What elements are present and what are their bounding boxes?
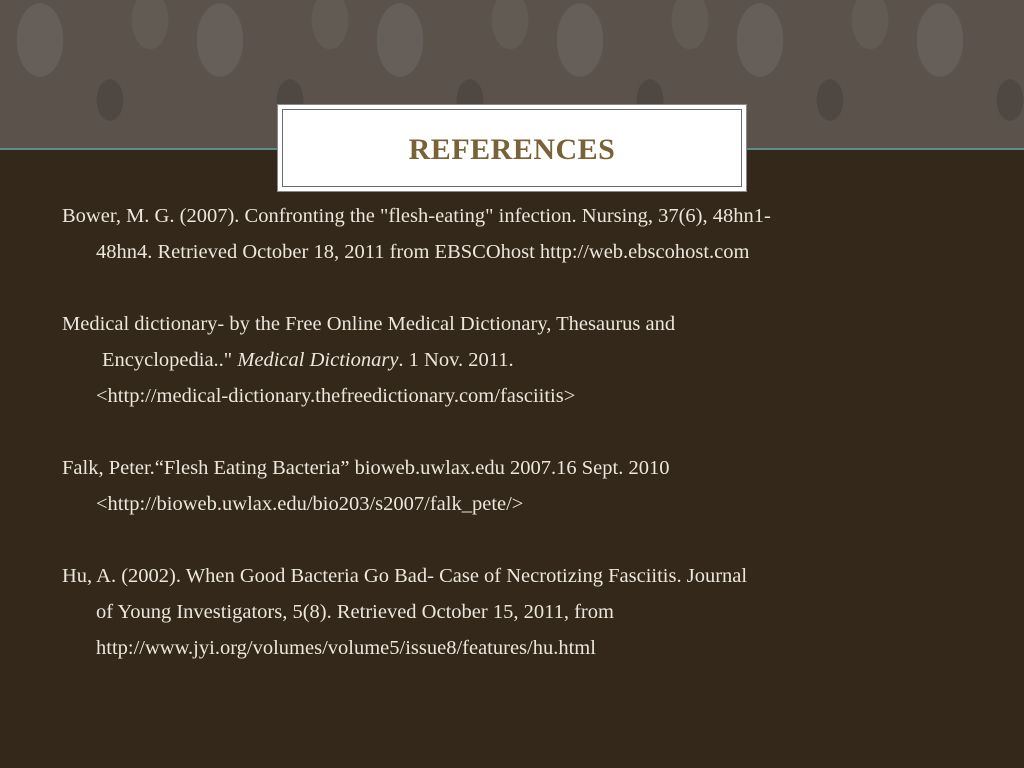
reference-url: <http://bioweb.uwlax.edu/bio203/s2007/falk_pete/> <box>96 493 524 515</box>
reference-item-medical-dictionary <box>62 306 972 414</box>
reference-line <box>62 342 972 378</box>
reference-line: Falk, Peter.“Flesh Eating Bacteria” bioweb.uwlax.edu 2007.16 Sept. 2010 <box>62 457 670 479</box>
reference-item-hu <box>62 558 972 666</box>
reference-url: <http://medical-dictionary.thefreedictionary.com/fasciitis> <box>96 385 576 407</box>
reference-line: of Young Investigators, 5(8). Retrieved October 15, 2011, from <box>96 601 614 623</box>
reference-list <box>62 198 972 702</box>
reference-item-falk <box>62 450 972 522</box>
reference-line: 48hn4. Retrieved October 18, 2011 from EBSCOhost http://web.ebscohost.com <box>96 241 750 263</box>
reference-text: Encyclopedia.." <box>102 349 238 371</box>
reference-line: Bower, M. G. (2007). Confronting the "flesh-eating" infection. Nursing, 37(6), 48hn1- <box>62 205 771 227</box>
reference-item-bower <box>62 198 972 270</box>
reference-line: Hu, A. (2002). When Good Bacteria Go Bad- Case of Necrotizing Fasciitis. Journal <box>62 565 748 587</box>
slide-title: REFERENCES <box>408 133 616 166</box>
reference-italic-title: Medical Dictionary <box>237 349 399 371</box>
reference-text: . 1 Nov. 2011. <box>398 349 514 371</box>
title-box <box>277 104 747 192</box>
reference-url: http://www.jyi.org/volumes/volume5/issue8/features/hu.html <box>96 637 596 659</box>
reference-line: Medical dictionary- by the Free Online Medical Dictionary, Thesaurus and <box>62 313 676 335</box>
